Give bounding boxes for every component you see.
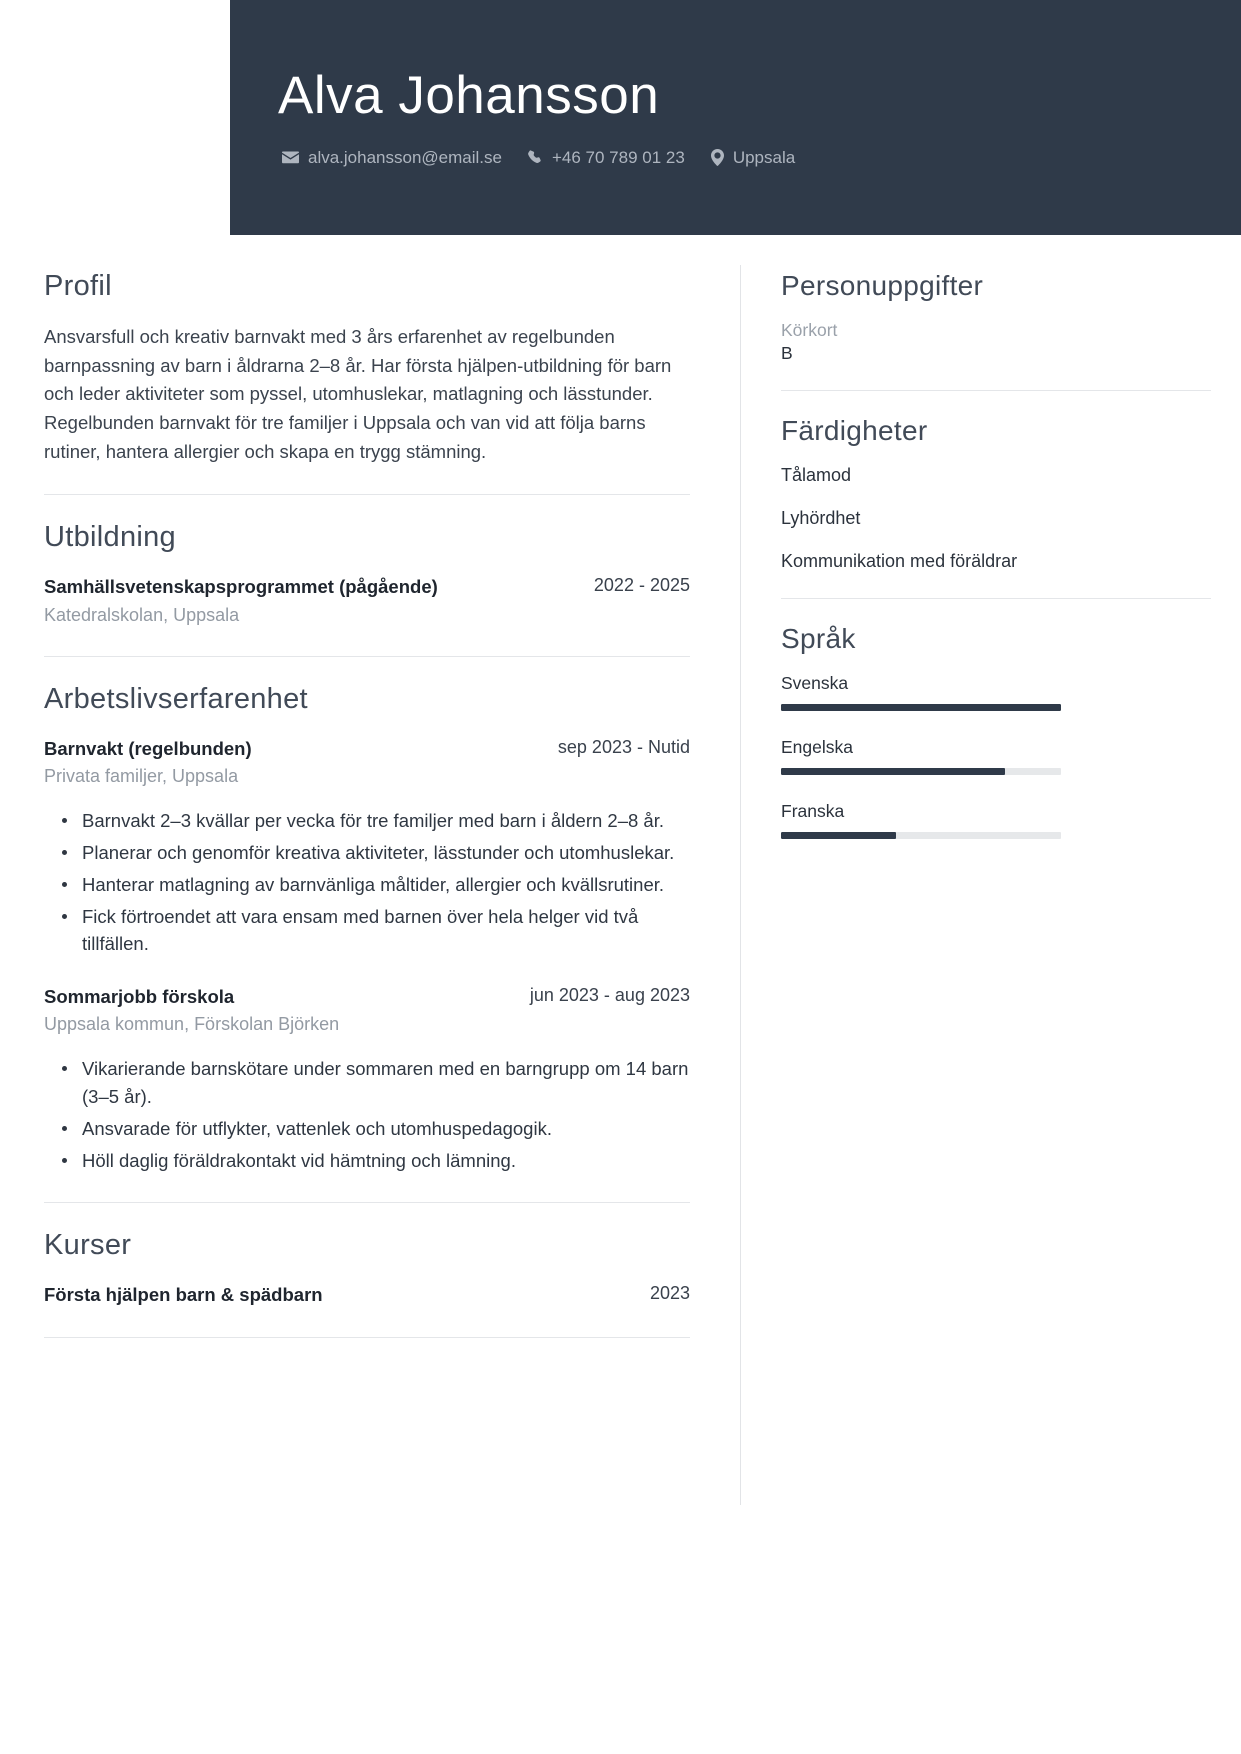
education-school: Katedralskolan, Uppsala <box>44 604 240 625</box>
course-entry-head <box>44 1282 690 1308</box>
skill-item: Tålamod <box>781 465 852 485</box>
divider <box>44 1337 690 1338</box>
course-date: 2023 <box>649 1283 690 1304</box>
personal-field <box>781 320 1211 364</box>
language-level-track <box>781 832 1061 839</box>
phone-icon <box>528 150 543 165</box>
education-entry-head <box>44 574 690 600</box>
list-item: Fick förtroendet att vara ensam med barnen över hela helger vid två tillfällen. <box>82 903 690 959</box>
section-experience <box>44 683 690 1175</box>
profile-text: Ansvarsfull och kreativ barnvakt med 3 års erfarenhet av regelbunden barnpassning av barn i åldrarna 2–8 år. Har första hjälpen-utbildning för barn och leder aktiviteter som pyssel, utomhuslekar, matlagning och lässtunder. Regelbunden barnvakt för tre familjer i Uppsala och van vid att följa barns rutiner, hantera allergier och skapa en trygg stämning. <box>44 326 672 462</box>
divider <box>781 390 1211 391</box>
contact-row <box>278 148 1241 168</box>
resume-body <box>0 235 1241 1525</box>
section-title-personal-details: Personuppgifter <box>781 270 984 301</box>
contact-phone <box>528 148 685 168</box>
section-title-skills: Färdigheter <box>781 415 928 446</box>
section-courses <box>44 1229 690 1308</box>
education-date: 2022 - 2025 <box>593 575 690 596</box>
experience-bullets <box>44 1055 690 1174</box>
experience-entry-head <box>44 984 690 1010</box>
section-languages <box>781 623 1211 839</box>
contact-phone-text: +46 70 789 01 23 <box>551 147 685 167</box>
section-skills <box>781 415 1211 572</box>
language-level-fill <box>781 832 896 839</box>
main-column <box>0 235 740 1525</box>
divider <box>44 494 690 495</box>
course-title: Första hjälpen barn & spädbarn <box>44 1284 323 1306</box>
language-name: Franska <box>781 801 845 821</box>
contact-location <box>711 148 795 168</box>
list-item: Planerar och genomför kreativa aktiviteter, lässtunder och utomhuslekar. <box>82 839 690 867</box>
section-education <box>44 521 690 627</box>
section-profile <box>44 270 690 466</box>
location-pin-icon <box>711 149 724 166</box>
language-level-track <box>781 704 1061 711</box>
list-item: Höll daglig föräldrakontakt vid hämtning och lämning. <box>82 1147 690 1175</box>
list-item: Ansvarade för utflykter, vattenlek och utomhuspedagogik. <box>82 1115 690 1143</box>
contact-location-text: Uppsala <box>732 147 796 167</box>
experience-title: Sommarjobb förskola <box>44 986 235 1008</box>
envelope-icon <box>282 151 299 164</box>
language-item <box>781 673 1211 711</box>
sidebar-column <box>741 235 1241 1525</box>
language-level-fill <box>781 704 1061 711</box>
experience-employer: Uppsala kommun, Förskolan Björken <box>44 1014 340 1035</box>
section-title-courses: Kurser <box>44 1229 132 1262</box>
personal-field-value: B <box>781 343 793 363</box>
language-item <box>781 801 1211 839</box>
contact-email <box>282 148 502 168</box>
skill-item: Lyhördhet <box>781 508 861 528</box>
experience-date: jun 2023 - aug 2023 <box>529 985 690 1006</box>
experience-employer: Privata familjer, Uppsala <box>44 766 239 787</box>
contact-email-text: alva.johansson@email.se <box>308 147 502 167</box>
language-level-track <box>781 768 1061 775</box>
personal-field-label: Körkort <box>781 320 838 340</box>
education-entry <box>44 574 690 627</box>
candidate-name: Alva Johansson <box>278 66 660 126</box>
section-title-languages: Språk <box>781 623 856 654</box>
experience-entry-head <box>44 736 690 762</box>
resume-header <box>230 0 1241 235</box>
section-title-experience: Arbetslivserfarenhet <box>44 682 308 715</box>
section-personal-details <box>781 270 1211 364</box>
education-title: Samhällsvetenskapsprogrammet (pågående) <box>44 576 438 598</box>
section-title-education: Utbildning <box>44 521 176 554</box>
experience-date: sep 2023 - Nutid <box>557 736 690 757</box>
experience-entry <box>44 736 690 958</box>
experience-bullets <box>44 807 690 958</box>
list-item: Vikarierande barnskötare under sommaren med en barngrupp om 14 barn (3–5 år). <box>82 1055 690 1111</box>
divider <box>44 1202 690 1203</box>
skill-item: Kommunikation med föräldrar <box>781 551 1018 571</box>
divider <box>781 598 1211 599</box>
language-item <box>781 737 1211 775</box>
list-item: Barnvakt 2–3 kvällar per vecka för tre familjer med barn i åldern 2–8 år. <box>82 807 690 835</box>
divider <box>44 656 690 657</box>
experience-title: Barnvakt (regelbunden) <box>44 737 252 759</box>
section-title-profile: Profil <box>44 270 112 302</box>
language-name: Engelska <box>781 737 853 757</box>
experience-entry <box>44 984 690 1174</box>
language-level-fill <box>781 768 1005 775</box>
course-entry <box>44 1282 690 1308</box>
list-item: Hanterar matlagning av barnvänliga måltider, allergier och kvällsrutiner. <box>82 871 690 899</box>
language-name: Svenska <box>781 673 849 693</box>
